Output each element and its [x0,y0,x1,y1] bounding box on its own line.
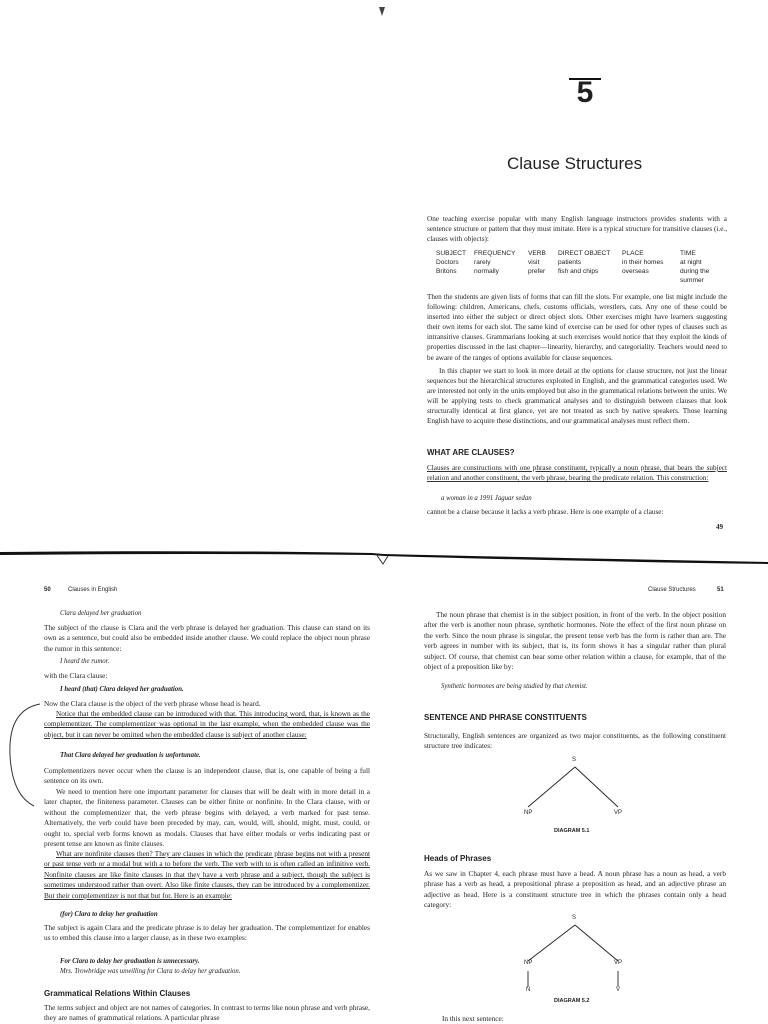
tree-node: VP [614,960,623,966]
table-cell: normally [474,268,499,275]
section-heading: WHAT ARE CLAUSES? [427,448,515,457]
body-paragraph: What are nonfinite clauses then? They are clauses in which the predicate phrase begins not with a present or past tense verb or a modal but with a to before the verb. The verb with to is often called an infinitive verb. Nonfinite clauses are like finite clauses in that they have a verb phrase and a subject, though the subject is sometimes understood rather than overt. Also like finite clauses, they can be introduced by a complementizer. But their complementizer is not that but for. Here is an example: [44,849,370,900]
table-cell: visit [528,259,540,266]
diagram-caption: DIAGRAM 5.1 [554,828,590,834]
body-paragraph: cannot be a clause because it lacks a verb phrase. Here is one example of a clause: [427,508,664,516]
body-paragraph: with the Clara clause: [44,671,108,680]
subsection-heading: Heads of Phrases [424,854,492,863]
running-head: Clause Structures [648,587,696,593]
clause-pattern-table [436,250,736,290]
table-header: SUBJECT [436,250,467,257]
page-number: 50 [44,587,51,593]
body-paragraph: The terms subject and object are not names of categories. In contrast to terms like noun phrase and verb phrase, they are names of grammatical relations. A particular phrase [44,1003,370,1023]
example-sentence: Mrs. Trowbridge was unwilling for Clara to delay her graduation. [60,968,241,975]
table-cell: during the summer [680,268,710,284]
body-paragraph: Structurally, English sentences are organized as two major constituents, as the following constituent structure tree indicates: [424,731,726,751]
example-sentence: Synthetic hormones are being studied by that chemist. [441,683,588,690]
table-header: VERB [528,250,546,257]
page-number: 49 [716,523,723,531]
body-paragraph: As we saw in Chapter 4, each phrase must have a head. A noun phrase has a noun as head, a verb phrase has a verb as head, a prepositional phrase a preposition as head, and an adjective phrase an adjective as head. Here is a constituent structure tree in which the phrases contain only a head category: [424,869,726,910]
body-paragraph: Now the Clara clause is the object of the verb phrase whose head is heard. [44,699,261,708]
example-sentence: Clara delayed her graduation [60,610,142,617]
table-header: TIME [680,250,696,257]
tree-node: V [616,987,621,993]
tree-node: NP [524,810,533,816]
table-cell: Britons [436,268,457,275]
diagram-caption: DIAGRAM 5.2 [554,998,590,1004]
example-sentence: (for) Clara to delay her graduation [60,911,158,918]
body-paragraph: In this chapter we start to look in more detail at the options for clause structure, not just the linear sequences but the hierarchical structures exploited in English, and the grammatical categories used. We are interested not only in the units employed but also in the grammatical relations between the units. We will be applying tests to check grammatical analyses and to distinguish between clauses that look structurally identical at first glance, yet are not treated as such by native speakers. Those learning English have to acquire these distinctions, and our grammatical analyses must reflect them. [427,367,727,426]
section-heading: SENTENCE AND PHRASE CONSTITUENTS [424,713,587,722]
tree-node: NP [524,960,533,966]
example-sentence: For Clara to delay her graduation is unnecessary. [60,958,200,965]
tree-node: S [572,757,577,763]
table-header: PLACE [622,250,644,257]
table-cell: fish and chips [558,268,599,275]
table-cell: in their homes [622,259,664,266]
body-paragraph: The subject of the clause is Clara and the verb phrase is delayed her graduation. This clause can stand on its own as a sentence, but could also be embedded inside another clause. We could replace the object noun phrase the rumor in this sentence: [44,623,370,653]
intro-paragraph: One teaching exercise popular with many English language instructors provides students with a sentence structure or pattern that they must imitate. Here is a typical structure for transitive clauses (i.e., clauses with objects): [427,215,727,244]
chapter-number: 5 [576,76,594,109]
body-paragraph: The noun phrase that chemist is in the subject position, in front of the verb. In the object position after the verb is another noun phrase, synthetic hormones. Note the effect of the first noun phrase on the verb. Since the noun phrase is singular, the present tense verb has the form is rather than are. The verb agrees in number with its subject, that is, its form shows it has a singular rather than plural subject. Of course, that chemist can bear some other relation within a clause, for example, that of the object of a preposition like by: [424,610,726,672]
margin-annotation [4,700,44,810]
table-cell: Doctors [436,259,459,266]
table-cell: prefer [528,268,546,275]
tree-node: N [526,987,531,993]
body-paragraph: The subject is again Clara and the predicate phrase is to delay her graduation. The complementizer for enables us to embed this clause into a larger clause, as in these two examples: [44,923,370,943]
binding-mark [379,4,385,14]
tree-node: VP [614,810,623,816]
constituent-tree-5-2 [500,913,650,1003]
table-header: DIRECT OBJECT [558,250,611,257]
body-paragraph: In this next sentence: [442,1014,504,1023]
section-heading: Grammatical Relations Within Clauses [44,989,191,998]
body-paragraph: Notice that the embedded clause can be introduced with that. This introducing word, that, is known as the complementizer. The complementizer was optional in the last example, when the embedded clause was the object, but it can never be omitted when the embedded clause is subject of another clause: [44,709,370,739]
body-paragraph: Clauses are constructions with one phrase constituent, typically a noun phrase, that bears the subject relation and another constituent, the verb phrase, bearing the predicate relation. This construction: [427,464,727,483]
table-header: FREQUENCY [474,250,516,257]
body-paragraph: Complementizers never occur when the clause is an independent clause, that is, one capable of being a full sentence on its own. [44,766,370,786]
tree-node: S [572,915,577,921]
page-number: 51 [717,587,724,593]
example-sentence: I heard the rumor. [60,658,110,665]
table-cell: patients [558,259,582,266]
chapter-title: Clause Structures [507,154,643,173]
constituent-tree-5-1 [500,755,650,835]
book-spine [0,548,768,568]
example-sentence: That Clara delayed her graduation is unfortunate. [60,752,201,759]
table-cell: rarely [474,259,491,266]
running-head: Clauses in English [68,587,118,593]
table-cell: overseas [622,268,649,275]
example-sentence: I heard (that) Clara delayed her graduation. [60,686,184,693]
body-paragraph: We need to mention here one important parameter for clauses that will be dealt with in more detail in a later chapter, the finiteness parameter. Clauses can be either finite or nonfinite. In the Clara clause, with or without the complementizer that, the verb phrase begins with delayed, a verb marked for past tense. Alternatively, the verb could have been preceded by may, can, would, will, should, might, must, could, or ought to, special verb forms known as modals. Clauses that have either modals or verbs indicating past or present tense are known as finite clauses. [44,787,370,849]
body-paragraph: Then the students are given lists of forms that can fill the slots. For example, one list might include the following: children, Americans, chefs, customs officials, wrestlers, cats. Any one of these could be inserted into either the subject or direct object slots. Other exercises might have learners suggesting their own items for each slot. The same kind of exercise can be used for other types of clauses such as intransitive clauses. Grammarians looking at such exercises would notice that they exploit the kinds of properties discussed in the last chapter—linearity, hierarchy, and categoriality. Teachers would need to be aware of the ranges of options available for clause sequences. [427,293,727,362]
table-cell: at night [680,259,702,266]
example-phrase: a woman in a 1991 Jaguar sedan [441,495,532,502]
